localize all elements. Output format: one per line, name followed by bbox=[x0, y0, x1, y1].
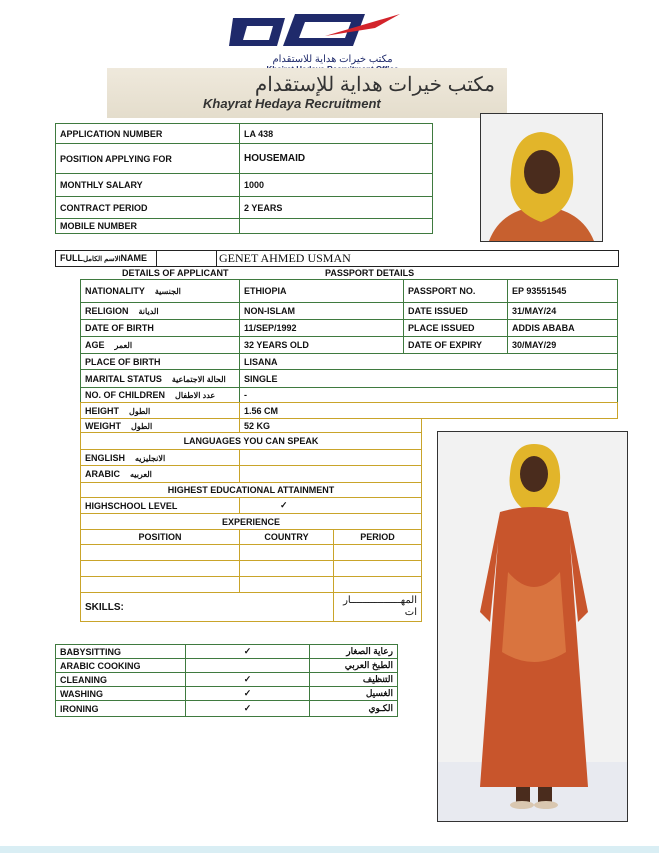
skill-label: BABYSITTING bbox=[56, 645, 186, 659]
skill-row bbox=[56, 687, 398, 701]
date-issued-label: DATE ISSUED bbox=[404, 303, 508, 320]
children-cell bbox=[81, 388, 240, 403]
highschool-label: HIGHSCHOOL LEVEL bbox=[81, 498, 240, 514]
skill-ar: الكـوي bbox=[310, 701, 398, 717]
skill-label: CLEANING bbox=[56, 673, 186, 687]
skill-ar: الطبخ العربي bbox=[310, 659, 398, 673]
pob-label: PLACE OF BIRTH bbox=[81, 354, 240, 370]
skill-ar: رعاية الصغار bbox=[310, 645, 398, 659]
physical-table bbox=[80, 402, 618, 419]
full-name-value: GENET AHMED USMAN bbox=[219, 251, 351, 265]
english-value bbox=[240, 450, 422, 466]
passport-no-value: EP 93551545 bbox=[508, 280, 618, 303]
full-name-label-ar: الاسم الكامل bbox=[83, 256, 121, 263]
dob-value: 11/SEP/1992 bbox=[240, 320, 404, 337]
arabic-ar: العربيه bbox=[130, 470, 152, 479]
place-issued-label: PLACE ISSUED bbox=[404, 320, 508, 337]
skill-check-icon: ✓ bbox=[186, 645, 310, 659]
arabic-label: ARABIC bbox=[85, 469, 120, 479]
skill-check-icon: ✓ bbox=[186, 701, 310, 717]
children-label: NO. OF CHILDREN bbox=[85, 390, 165, 400]
logo bbox=[225, 6, 440, 66]
english-cell bbox=[81, 450, 240, 466]
arabic-value bbox=[240, 466, 422, 483]
age-cell bbox=[81, 337, 240, 354]
age-label: AGE bbox=[85, 340, 105, 350]
application-table bbox=[55, 123, 433, 234]
marital-ar: الحالة الاجتماعية bbox=[171, 374, 226, 384]
english-label: ENGLISH bbox=[85, 452, 126, 463]
skill-row bbox=[56, 659, 398, 673]
religion-value: NON-ISLAM bbox=[240, 303, 404, 320]
position-label: POSITION APPLYING FOR bbox=[56, 144, 240, 174]
highschool-check-icon: ✓ bbox=[240, 498, 422, 514]
english-ar: الانجليزيه bbox=[135, 453, 166, 463]
stamp-arabic: مكتب خيرات هداية للإستقدام bbox=[254, 74, 495, 96]
skill-row bbox=[56, 645, 398, 659]
weight-cell bbox=[81, 419, 240, 433]
children-ar: عدد الاطفال bbox=[175, 391, 216, 400]
skill-ar: التنظيف bbox=[310, 673, 398, 687]
place-issued-value: ADDIS ABABA bbox=[508, 320, 618, 337]
religion-label: RELIGION bbox=[85, 306, 129, 316]
pob-value: LISANA bbox=[240, 354, 618, 370]
height-cell bbox=[81, 403, 240, 419]
full-name-label-en2: NAME bbox=[120, 253, 148, 263]
mobile-label: MOBILE NUMBER bbox=[56, 219, 240, 234]
marital-value: SINGLE bbox=[240, 370, 618, 388]
religion-cell bbox=[81, 303, 240, 320]
application-number-label: APPLICATION NUMBER bbox=[56, 124, 240, 144]
full-body-photo bbox=[437, 431, 628, 822]
height-ar: الطول bbox=[129, 406, 151, 416]
section-applicant: DETAILS OF APPLICANT bbox=[122, 268, 229, 278]
exp-header-country: COUNTRY bbox=[240, 530, 334, 545]
salary-value: 1000 bbox=[240, 174, 433, 197]
height-label: HEIGHT bbox=[85, 405, 120, 416]
skill-row bbox=[56, 701, 398, 717]
skills-ar: المهـــــــــــــــــار ات bbox=[334, 593, 422, 622]
skills-label: SKILLS: bbox=[81, 593, 334, 622]
religion-ar: الديانة bbox=[138, 307, 159, 316]
section-passport: PASSPORT DETAILS bbox=[325, 268, 415, 278]
expiry-value: 30/MAY/29 bbox=[508, 337, 618, 354]
logo-arabic: مكتب خيرات هداية للاستقدام bbox=[272, 54, 393, 65]
skill-row bbox=[56, 673, 398, 687]
position-value: HOUSEMAID bbox=[240, 144, 433, 174]
weight-label: WEIGHT bbox=[85, 420, 121, 431]
languages-heading: LANGUAGES YOU CAN SPEAK bbox=[81, 433, 422, 450]
bottom-strip bbox=[0, 846, 659, 853]
age-ar: العمر bbox=[114, 341, 133, 350]
nationality-label: NATIONALITY bbox=[85, 286, 145, 296]
weight-value: 52 KG bbox=[240, 419, 422, 433]
lower-table bbox=[80, 418, 422, 622]
passport-no-label: PASSPORT NO. bbox=[404, 280, 508, 303]
full-body-image-icon bbox=[438, 432, 627, 821]
arabic-cell bbox=[81, 466, 240, 483]
stamp-english: Khayrat Hedaya Recruitment bbox=[203, 96, 381, 111]
application-number-value: LA 438 bbox=[240, 124, 433, 144]
expiry-label: DATE OF EXPIRY bbox=[404, 337, 508, 354]
experience-heading: EXPERIENCE bbox=[81, 514, 422, 530]
children-value: - bbox=[240, 388, 618, 403]
skill-check-icon: ✓ bbox=[186, 673, 310, 687]
full-name-row bbox=[55, 250, 619, 267]
age-value: 32 YEARS OLD bbox=[240, 337, 404, 354]
portrait-image-icon bbox=[481, 114, 602, 241]
marital-label: MARITAL STATUS bbox=[85, 373, 162, 384]
skill-check-icon bbox=[186, 659, 310, 673]
nationality-ar: الجنسية bbox=[154, 287, 181, 296]
date-issued-value: 31/MAY/24 bbox=[508, 303, 618, 320]
skill-check-icon: ✓ bbox=[186, 687, 310, 701]
exp-header-period: PERIOD bbox=[334, 530, 422, 545]
nationality-value: ETHIOPIA bbox=[240, 280, 404, 303]
exp-row bbox=[81, 577, 422, 593]
skill-label: IRONING bbox=[56, 701, 186, 717]
height-value: 1.56 CM bbox=[240, 403, 618, 419]
salary-label: MONTHLY SALARY bbox=[56, 174, 240, 197]
marital-cell bbox=[81, 370, 240, 388]
details-table bbox=[80, 279, 618, 403]
skill-label: ARABIC COOKING bbox=[56, 659, 186, 673]
skill-ar: الغسيل bbox=[310, 687, 398, 701]
full-name-label-en: FULL bbox=[60, 253, 83, 263]
education-heading: HIGHEST EDUCATIONAL ATTAINMENT bbox=[81, 483, 422, 498]
contract-label: CONTRACT PERIOD bbox=[56, 197, 240, 219]
exp-header-position: POSITION bbox=[81, 530, 240, 545]
logo-mark-icon bbox=[225, 6, 440, 50]
office-stamp bbox=[107, 68, 507, 118]
exp-row bbox=[81, 561, 422, 577]
weight-ar: الطول bbox=[131, 421, 153, 431]
contract-value: 2 YEARS bbox=[240, 197, 433, 219]
exp-row bbox=[81, 545, 422, 561]
dob-label: DATE OF BIRTH bbox=[81, 320, 240, 337]
portrait-photo bbox=[480, 113, 603, 242]
nationality-cell bbox=[81, 280, 240, 303]
skill-label: WASHING bbox=[56, 687, 186, 701]
skills-table bbox=[55, 644, 398, 717]
mobile-value bbox=[240, 219, 433, 234]
